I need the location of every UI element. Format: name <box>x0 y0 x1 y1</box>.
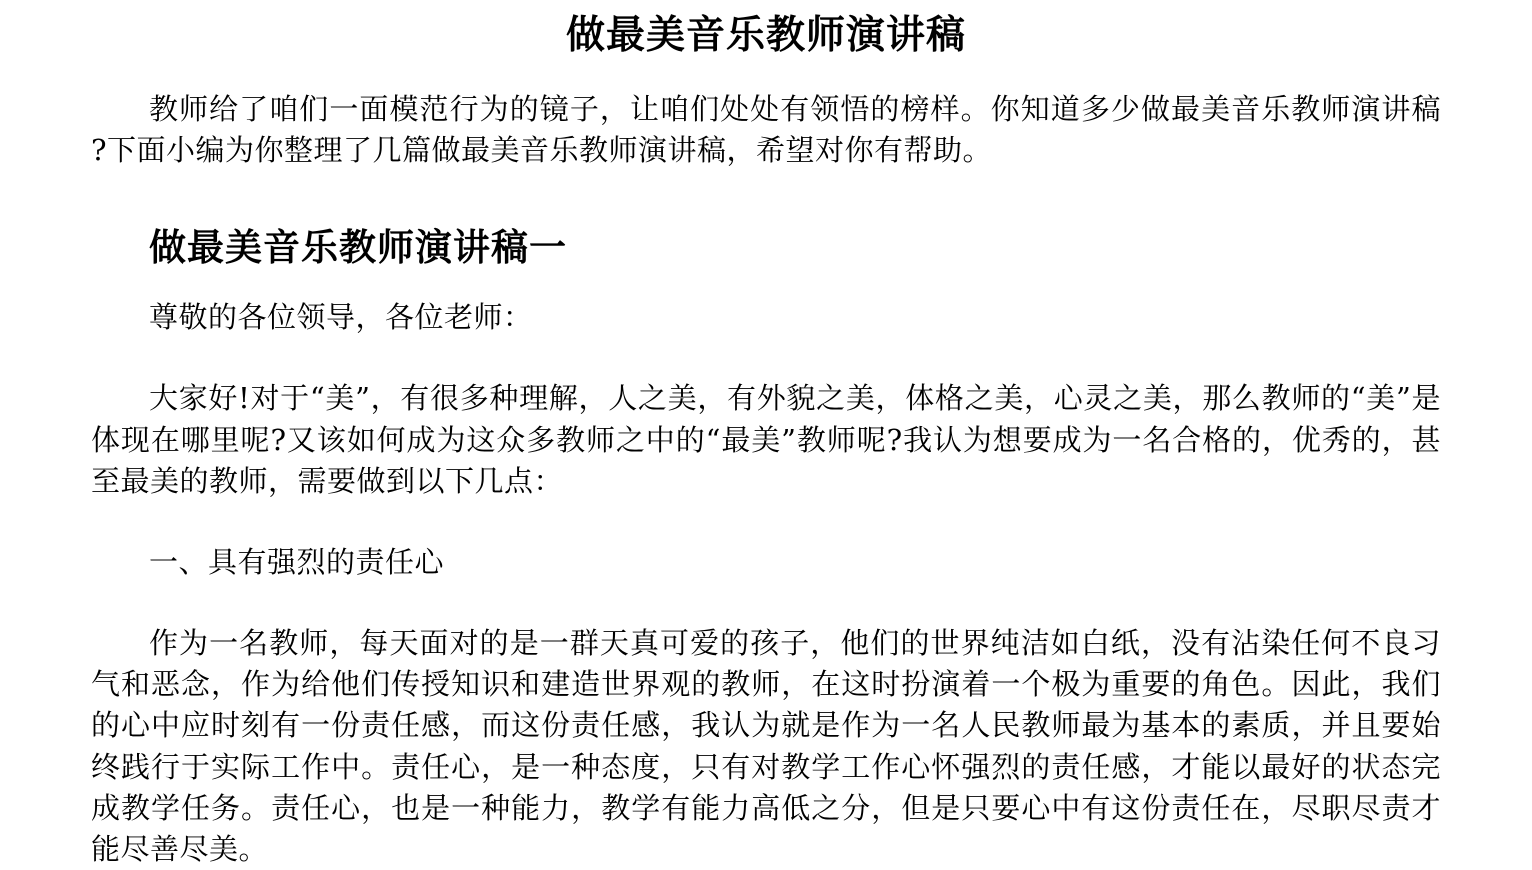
intro-paragraph: 教师给了咱们一面模范行为的镜子，让咱们处处有领悟的榜样。你知道多少做最美音乐教师演讲稿 ?下面小编为你整理了几篇做最美音乐教师演讲稿，希望对你有帮助。 <box>91 91 1441 167</box>
section-greeting: 尊敬的各位领导，各位老师： <box>149 300 533 335</box>
document-body <box>91 89 1441 870</box>
document-page <box>0 12 1532 870</box>
section-list-item-1: 一、具有强烈的责任心 <box>149 544 445 579</box>
section-paragraph-2: 作为一名教师，每天面对的是一群天真可爱的孩子，他们的世界纯洁如白纸，没有沾染任何不良习气和恶念，作为给他们传授知识和建造世界观的教师，在这时扮演着一个极为重要的角色。因此，我们的心中应时刻有一份责任感，而这份责任感，我认为就是作为一名人民教师最为基本的素质，并且要始终践行于实际工作中。责任心，是一种态度，只有对教学工作心怀强烈的责任感，才能以最好的状态完成教学任务。责任心，也是一种能力，教学有能力高低之分，但是只要心中有这份责任在，尽职尽责才能尽善尽美。 <box>91 626 1441 866</box>
section-paragraph-1: 大家好!对于“美”，有很多种理解，人之美，有外貌之美，体格之美，心灵之美，那么教师的“美”是体现在哪里呢?又该如何成为这众多教师之中的“最美”教师呢?我认为想要成为一名合格的，优秀的，甚至最美的教师，需要做到以下几点： <box>91 381 1441 498</box>
section-heading-one: 做最美音乐教师演讲稿一 <box>149 225 567 270</box>
page-title: 做最美音乐教师演讲稿 <box>565 12 966 58</box>
